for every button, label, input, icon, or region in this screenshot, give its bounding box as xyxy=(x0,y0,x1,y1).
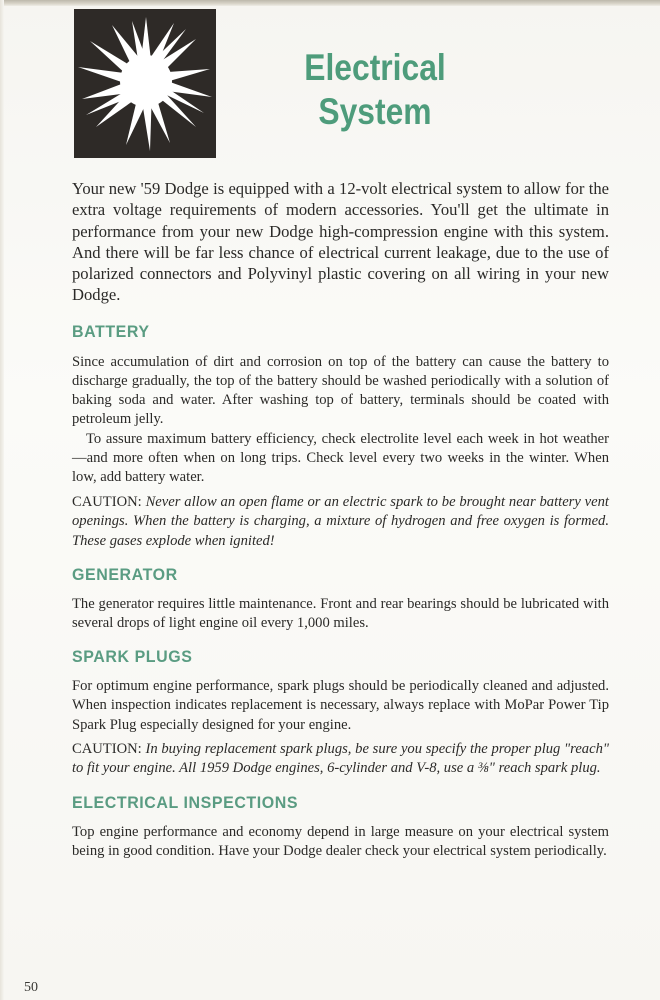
electrical-inspections-paragraph-1: Top engine performance and economy depend in large measure on your electrical system being in good condition. Have your Dodge dealer check your electrical system periodically. xyxy=(72,824,609,860)
page-title-line2: System xyxy=(318,91,432,132)
page-number: 50 xyxy=(24,980,38,995)
section-heading-spark-plugs: SPARK PLUGS xyxy=(72,647,193,667)
battery-paragraph-1: Since accumulation of dirt and corrosion on top of the battery can cause the battery to discharge gradually, the top of the battery should be washed periodically with a solution of baking soda and water. After washing top of battery, terminals should be coated with petroleum jelly. xyxy=(72,353,609,428)
caution-label: CAUTION: xyxy=(72,494,142,511)
page-left-edge xyxy=(0,0,4,1000)
page-top-edge xyxy=(0,0,660,6)
spark-plugs-caution xyxy=(72,740,609,778)
intro-paragraph: Your new '59 Dodge is equipped with a 12-volt electrical system to allow for the extra voltage requirements of modern accessories. You'll get the ultimate in performance from your new Dodge high-compression engine with this system. And there will be far less chance of electrical current leakage, due to the use of polarized connectors and Polyvinyl plastic covering on all wiring in your new Dodge. xyxy=(72,179,609,305)
page-title-line1: Electrical xyxy=(304,47,446,88)
section-heading-electrical-inspections: ELECTRICAL INSPECTIONS xyxy=(72,793,299,813)
generator-paragraph-1: The generator requires little maintenance. Front and rear bearings should be lubricated with several drops of light engine oil every 1,000 miles. xyxy=(72,595,609,632)
section-heading-battery: BATTERY xyxy=(72,321,150,341)
caution-text: Never allow an open flame or an electric spark to be brought near battery vent openings. When the battery is charging, a mixture of hydrogen and free oxygen is formed. These gases explode when ignited! xyxy=(72,494,609,549)
page-content xyxy=(72,178,609,862)
caution-label: CAUTION: xyxy=(72,740,142,757)
starburst-spark-icon xyxy=(74,9,216,158)
caution-text: In buying replacement spark plugs, be sure you specify the proper plug "reach" to fit your engine. All 1959 Dodge engines, 6-cylinder and V-8, use a ⅜" reach spark plug. xyxy=(72,740,609,777)
spark-plugs-paragraph-1: For optimum engine performance, spark plugs should be periodically cleaned and adjusted. When inspection indicates replacement is necessary, always replace with MoPar Power Tip Spark Plug especially designed for your engine. xyxy=(72,678,609,733)
page-title xyxy=(293,46,456,134)
battery-caution xyxy=(72,493,609,551)
battery-paragraph-2: To assure maximum battery efficiency, check electrolite level each week in hot weather—and more often when on long trips. Check level every two weeks in the winter. When low, add battery water. xyxy=(72,430,609,485)
section-heading-generator: GENERATOR xyxy=(72,564,178,584)
